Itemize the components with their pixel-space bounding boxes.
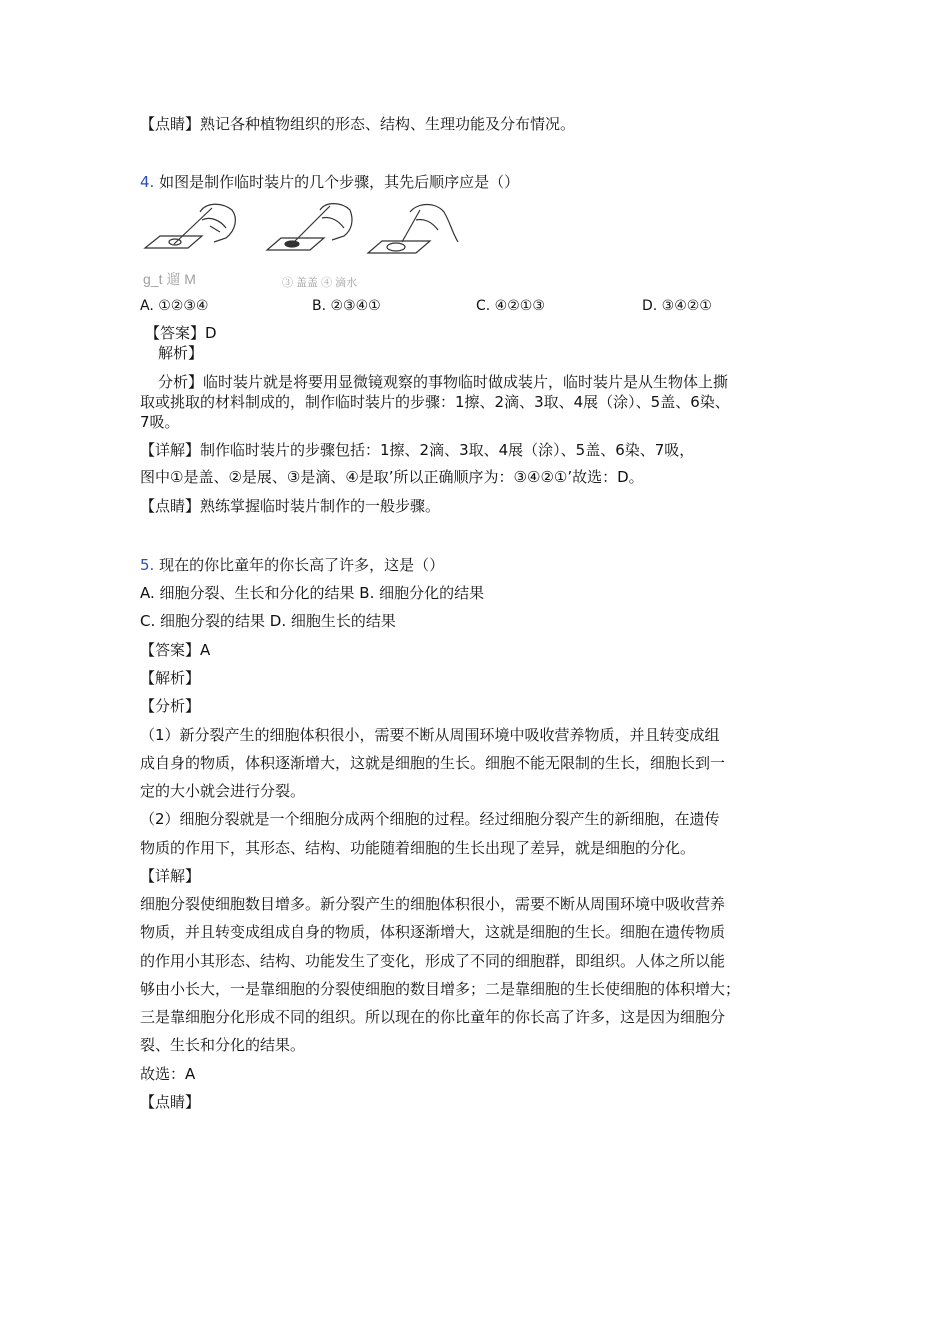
q4-option-d: D. ③④②① [642, 298, 712, 314]
q3-dianjing: 【点睛】熟记各种植物组织的形态、结构、生理功能及分布情况。 [140, 115, 576, 133]
q4-fenxi-line-3: 7吸。 [140, 413, 180, 431]
q5-guxuan: 故选：A [140, 1065, 196, 1083]
q5-xiangjie-line-1: 细胞分裂使细胞数目增多。新分裂产生的细胞体积很小，需要不断从周围环境中吸收营养 [140, 895, 726, 913]
q5-xiangjie-line-5: 三是靠细胞分化形成不同的组织。所以现在的你比童年的你长高了许多，这是因为细胞分 [140, 1008, 726, 1026]
q5-dianjing: 【点睛】 [140, 1093, 201, 1111]
q4-dianjing: 【点睛】熟练掌握临时装片制作的一般步骤。 [140, 497, 441, 515]
q5-fenxi-p2-line-1: （2）细胞分裂就是一个细胞分成两个细胞的过程。经过细胞分裂产生的新细胞，在遗传 [140, 810, 720, 828]
q4-option-b: B. ②③④① [312, 298, 381, 314]
q5-stem: 现在的你比童年的你长高了许多，这是（） [159, 556, 445, 574]
q4-figure-caption-left: g_t 遛 M [143, 271, 196, 287]
step-figure-1 [145, 204, 235, 248]
step-figure-3 [368, 205, 458, 254]
q5-fenxi-p1-line-1: （1）新分裂产生的细胞体积很小，需要不断从周围环境中吸收营养物质，并且转变成组 [140, 726, 720, 744]
q5-xiangjie-label: 【详解】 [140, 867, 201, 885]
q5-stem-line [140, 555, 444, 575]
q5-xiangjie-line-3: 的作用小其形态、结构、功能发生了变化，形成了不同的细胞群，即组织。人体之所以能 [140, 952, 726, 970]
q4-fenxi-line-2: 取或挑取的材料制成的，制作临时装片的步骤：1擦、2滴、3取、4展（涂）、5盖、6染、 [140, 393, 730, 411]
q4-fenxi-line-1: 分析】临时装片就是将要用显微镜观察的事物临时做成装片，临时装片是从生物体上撕 [158, 373, 729, 391]
q5-xiangjie-line-2: 物质，并且转变成组成自身的物质，体积逐渐增大，这就是细胞的生长。细胞在遗传物质 [140, 923, 726, 941]
step-figure-2 [267, 204, 352, 250]
q4-answer: 【答案】D [145, 324, 217, 342]
q5-xiangjie-line-6: 裂、生长和分化的结果。 [140, 1036, 306, 1054]
q4-jiexi: 解析】 [158, 344, 204, 362]
q5-fenxi-p1-line-2: 成自身的物质，体积逐渐增大，这就是细胞的生长。细胞不能无限制的生长，细胞长到一 [140, 754, 726, 772]
q5-number: 5. [140, 556, 155, 574]
q5-option-ab: A. 细胞分裂、生长和分化的结果 B. 细胞分化的结果 [140, 584, 485, 602]
q4-option-a: A. ①②③④ [140, 298, 209, 314]
q5-fenxi-p1-line-3: 定的大小就会进行分裂。 [140, 782, 306, 800]
q5-xiangjie-line-4: 够由小长大，一是靠细胞的分裂使细胞的数目增多；二是靠细胞的生长使细胞的体积增大； [140, 980, 741, 998]
q4-number: 4. [140, 173, 155, 191]
q4-option-c: C. ④②①③ [476, 298, 545, 314]
q4-xiangjie-line-1: 【详解】制作临时装片的步骤包括：1擦、2滴、3取、4展（涂）、5盖、6染、7吸， [140, 441, 695, 459]
q5-fenxi-label: 【分析】 [140, 697, 201, 715]
q5-answer: 【答案】A [140, 641, 211, 659]
q4-xiangjie-line-2: 图中①是盖、②是展、③是滴、④是取’所以正确顺序为：③④②①’故选：D。 [140, 468, 644, 486]
q5-jiexi: 【解析】 [140, 669, 201, 687]
q4-stem: 如图是制作临时装片的几个步骤，其先后顺序应是（） [159, 173, 520, 191]
q4-figure-caption-right: ③ 盖盖 ④ 滴水 [282, 277, 358, 289]
q4-procedure-figure [140, 198, 470, 290]
q5-fenxi-p2-line-2: 物质的作用下，其形态、结构、功能随着细胞的生长出现了差异，就是细胞的分化。 [140, 839, 696, 857]
q5-option-cd: C. 细胞分裂的结果 D. 细胞生长的结果 [140, 612, 396, 630]
q4-stem-line [140, 172, 519, 192]
